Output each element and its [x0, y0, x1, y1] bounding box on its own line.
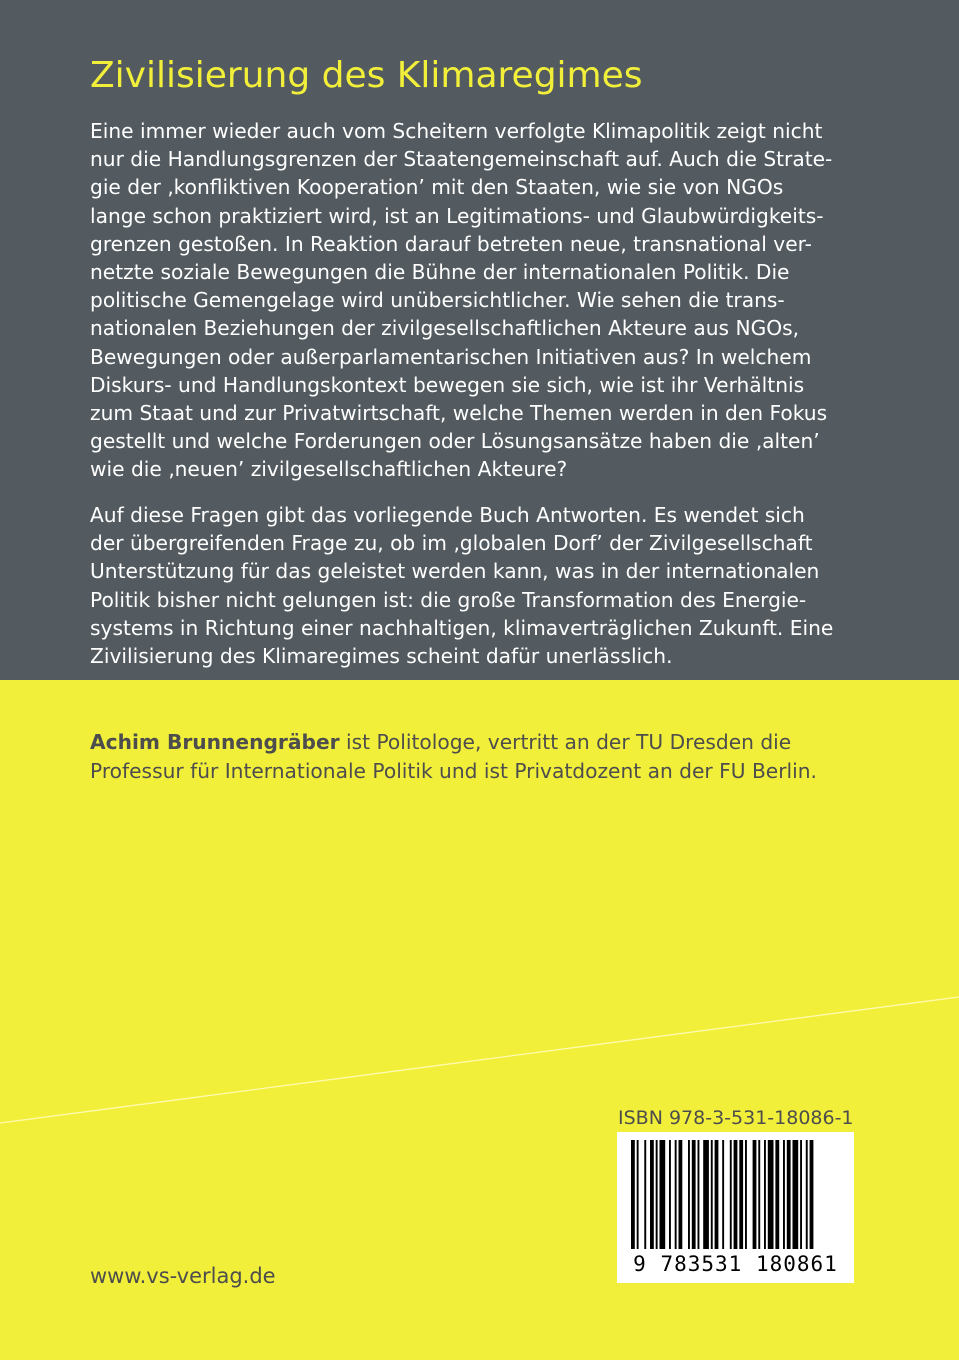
barcode-bar: [800, 1140, 802, 1252]
author-bio-text: ist Politologe, vertritt an der TU Dresden die: [339, 730, 792, 754]
author-name: Achim Brunnengräber: [90, 730, 340, 754]
barcode-bar: [758, 1140, 760, 1252]
book-title: Zivilisierung des Klimaregimes: [90, 55, 643, 96]
barcode-bar: [775, 1140, 779, 1252]
barcode-bar: [703, 1140, 709, 1252]
barcode-bar: [810, 1140, 814, 1252]
blurb-line: wie die ‚neuen’ zivilgesellschaftlichen Akteure?: [90, 457, 568, 482]
blurb-line: systems in Richtung einer nachhaltigen, klimaverträglichen Zukunft. Eine: [90, 615, 834, 640]
barcode-bar: [692, 1140, 696, 1252]
barcode-bar: [711, 1140, 713, 1252]
barcode-bar: [675, 1140, 677, 1252]
barcode-bar: [722, 1140, 724, 1252]
blurb-line: gestellt und welche Forderungen oder Lösungsansätze haben die ‚alten’: [90, 429, 820, 454]
barcode-bar: [768, 1140, 774, 1252]
barcode-bar: [679, 1140, 683, 1252]
barcode: [617, 1132, 854, 1283]
blurb-line: nationalen Beziehungen der zivilgesellschaftlichen Akteure aus NGOs,: [90, 316, 800, 341]
barcode-bar: [644, 1140, 646, 1252]
author-bio-line-2: Professur für Internationale Politik und ist Privatdozent an der FU Berlin.: [90, 759, 817, 783]
barcode-bar: [764, 1140, 766, 1252]
author-bio-line-1: [90, 728, 817, 757]
barcode-bar: [650, 1140, 654, 1252]
barcode-bar: [656, 1140, 658, 1252]
blurb-line: Zivilisierung des Klimaregimes scheint dafür unerlässlich.: [90, 644, 673, 669]
barcode-bar: [793, 1140, 799, 1252]
barcode-bar: [783, 1140, 785, 1252]
blurb-line: der übergreifenden Frage zu, ob im ‚globalen Dorf’ der Zivilgesellschaft: [90, 531, 813, 556]
blurb-line: lange schon praktiziert wird, ist an Legitimations- und Glaubwürdigkeits-: [90, 203, 824, 228]
isbn-label: ISBN 978-3-531-18086-1: [618, 1107, 854, 1129]
blurb-line: Unterstützung für das geleistet werden kann, was in der internationalen: [90, 559, 820, 584]
barcode-bar: [787, 1140, 791, 1252]
blurb-line: Eine immer wieder auch vom Scheitern verfolgte Klimapolitik zeigt nicht: [90, 119, 823, 143]
barcode-bar: [739, 1140, 743, 1252]
barcode-bar: [688, 1140, 690, 1252]
barcode-bar: [753, 1140, 757, 1252]
blurb-line: politische Gemengelage wird unübersichtlicher. Wie sehen die trans-: [90, 288, 785, 313]
barcode-bar: [698, 1140, 700, 1252]
blurb-line: grenzen gestoßen. In Reaktion darauf betreten neue, transnational ver-: [90, 231, 812, 256]
barcode-bar: [631, 1140, 635, 1252]
barcode-bar: [745, 1140, 747, 1252]
barcode-bar: [715, 1140, 719, 1252]
blurb-line: netzte soziale Bewegungen die Bühne der internationalen Politik. Die: [90, 260, 790, 285]
blurb-line: zum Staat und zur Privatwirtschaft, welche Themen werden in den Fokus: [90, 401, 828, 426]
barcode-bar: [734, 1140, 738, 1252]
blurb-line: Auf diese Fragen gibt das vorliegende Buch Antworten. Es wendet sich: [90, 503, 805, 527]
publisher-website: www.vs-verlag.de: [90, 1264, 276, 1288]
blurb-line: Diskurs- und Handlungskontext bewegen sie sich, wie ist ihr Verhältnis: [90, 372, 805, 397]
blurb-line: nur die Handlungsgrenzen der Staatengemeinschaft auf. Auch die Strate-: [90, 147, 833, 172]
barcode-bar: [730, 1140, 732, 1252]
blurb-line: Politik bisher nicht gelungen ist: die große Transformation des Energie-: [90, 587, 807, 612]
barcode-bar: [806, 1140, 808, 1252]
blurb-line: Bewegungen oder außerparlamentarischen Initiativen aus? In welchem: [90, 344, 812, 369]
blurb-line: gie der ‚konfliktiven Kooperation’ mit den Staaten, wie sie von NGOs: [90, 175, 784, 200]
barcode-bar: [660, 1140, 666, 1252]
author-bio: [90, 728, 817, 786]
barcode-bar: [637, 1140, 639, 1252]
barcode-digits: 9 783531 180861: [617, 1249, 854, 1279]
barcode-bar: [669, 1140, 671, 1252]
